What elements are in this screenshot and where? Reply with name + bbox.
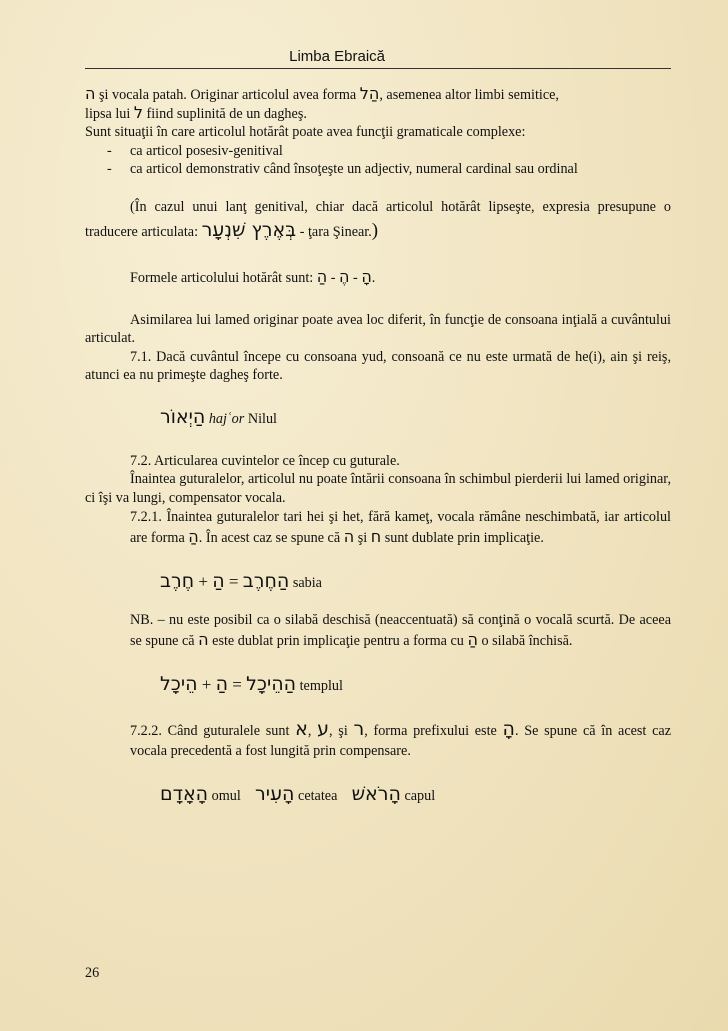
example-hahekhal: הֵיכָל + הַ = הַהֵיכָל templul — [160, 673, 343, 696]
paragraph-gutturals: Înaintea guturalelor, articolul nu poate întării consoana în schimbul pierderii lui lamed originar, ci îşi va lungi, compensator vocala. — [85, 471, 671, 506]
page-content — [85, 85, 671, 805]
gloss: sabia — [292, 574, 322, 591]
hebrew-hal: הַל — [359, 84, 380, 103]
hebrew-he: ה — [85, 84, 96, 103]
gloss: cetatea — [298, 788, 338, 805]
functions-list — [85, 142, 671, 178]
example-hacherev: חֶרֶב + הַ = הַחֶרֶב sabia — [160, 569, 322, 592]
list-item: - ca articol posesiv-genitival — [107, 142, 283, 159]
section-7-2-1: 7.2.1. Înaintea guturalelor tari hei şi het, fără kameţ, vocala rămâne neschimbată, iar articolul are forma הַ. În acest caz se spune că ה şi ח sunt dublate prin implicaţie. — [130, 508, 671, 546]
gloss: capul — [404, 788, 436, 805]
paragraph-genitival-note: (În cazul unui lanţ genitival, chiar dacă articolul hotărât lipseşte, expresia presupune o traducere articulata: בְּאֶרֶץ שִׁנְעָר - ţara Şinear.) — [85, 199, 671, 242]
hebrew-ha: הַ — [316, 267, 328, 287]
list-item: - ca articol demonstrativ când însoţeşte un adjectiv, numeral cardinal sau ordinal — [107, 160, 578, 177]
transliteration: hajʿor — [208, 411, 245, 428]
page-number: 26 — [85, 965, 100, 981]
example-haior — [85, 408, 671, 428]
gloss: templul — [299, 678, 343, 695]
example-gutturals: הָאָדָם omul הָעִיר cetatea הָרֹאשׁ capul — [160, 783, 436, 806]
section-7-2: 7.2. Articularea cuvintelor ce încep cu guturale. — [130, 453, 400, 470]
hebrew-beeretz-shinar: בְּאֶרֶץ שִׁנְעָר — [201, 219, 297, 242]
hebrew-lamed: ל — [133, 103, 143, 123]
paragraph-article-forms: Formele articolului hotărât sunt: הַ - הֶ - הָ. — [130, 267, 376, 287]
section-7-2-2: 7.2.2. Când guturalele sunt א, ע, şi ר, forma prefixului este הָ. Se spune că în acest caz vocala precedentă a fost lungită prin compensare. — [130, 718, 671, 760]
paragraph-article-intro: ה şi vocala patah. Originar articolul avea forma הַל, asemenea altor limbi semitice, — [85, 84, 559, 103]
gloss: Nilul — [247, 411, 277, 428]
page-header — [85, 28, 671, 69]
header-title: Limba Ebraică — [289, 48, 385, 65]
hebrew-haior: הַיְאוֹר — [160, 406, 206, 429]
section-7-1: 7.1. Dacă cuvântul începe cu consoana yud, consoană ce nu este urmată de he(i), ain şi reiş, atunci ea nu primeşte dagheş forte. — [85, 348, 671, 383]
hebrew-he-segol: הֶ — [339, 267, 350, 287]
hebrew-ha-qamats: הָ — [361, 267, 372, 287]
nb-note: NB. – nu este posibil ca o silabă deschisă (neaccentuată) să conţină o vocală scurtă. De aceea se spune că ה este dublat prin implicaţie pentru a forma cu הַ o silabă închisă. — [130, 612, 671, 650]
paragraph-assimilation: Asimilarea lui lamed originar poate avea loc diferit, în funcţie de consoana inţială a cuvântului articulat. — [85, 312, 671, 347]
paragraph-situations: Sunt situaţii în care articolul hotărât poate avea funcţii gramaticale complexe: — [85, 124, 526, 141]
gloss: omul — [211, 788, 241, 805]
paragraph-lamed: lipsa lui ל fiind suplinită de un dagheş. — [85, 103, 307, 123]
